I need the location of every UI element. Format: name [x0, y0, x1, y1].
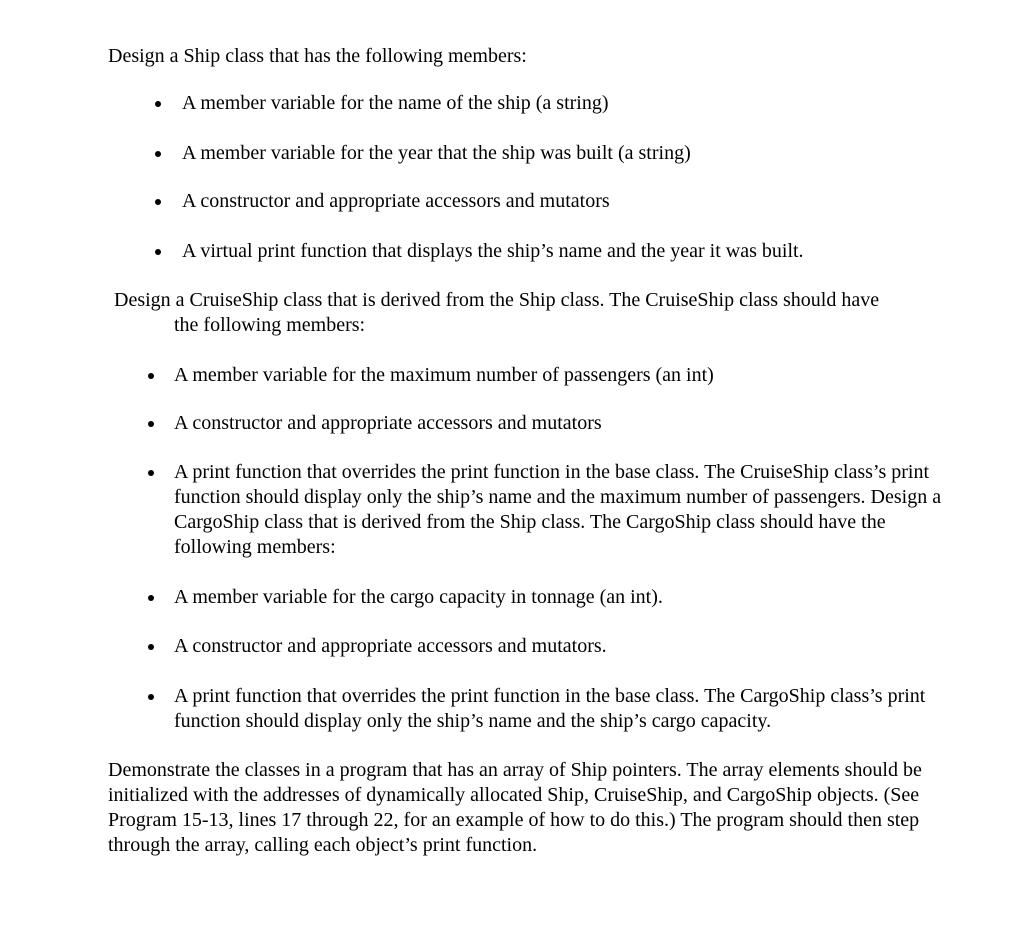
bullet-icon — [155, 151, 161, 157]
list-item: A member variable for the maximum number of passengers (an int) — [148, 363, 968, 388]
list-item: A member variable for the cargo capacity in tonnage (an int). — [148, 585, 968, 610]
bullet-icon — [148, 694, 154, 700]
demonstrate-paragraph: Demonstrate the classes in a program that has an array of Ship pointers. The array elements should be initialized with the addresses of dynamically allocated Ship, CruiseShip, and CargoShip objects. (See Program 15-13, lines 17 through 22, for an example of how to do this.) The program should then step through the array, calling each object’s print function. — [108, 759, 922, 856]
bullet-icon — [148, 421, 154, 427]
list-item: A print function that overrides the print function in the base class. The CruiseShip class’s print function should display only the ship’s name and the maximum number of passengers. Design a CargoShip class that is derived from the Ship class. The CargoShip class should have the following members: — [148, 460, 968, 560]
bullet-icon — [148, 644, 154, 650]
list-item: A virtual print function that displays the ship’s name and the year it was built. — [155, 239, 975, 264]
bullet-icon — [155, 199, 161, 205]
cruise-ship-intro: Design a CruiseShip class that is derived from the Ship class. The CruiseShip class should have the following members: — [114, 289, 880, 336]
bullet-icon — [148, 373, 154, 379]
list-item: A member variable for the name of the ship (a string) — [155, 91, 975, 116]
list-item: A constructor and appropriate accessors and mutators — [155, 189, 975, 214]
bullet-icon — [148, 470, 154, 476]
list-item: A constructor and appropriate accessors and mutators — [148, 411, 968, 436]
ship-class-intro: Design a Ship class that has the following members: — [108, 45, 527, 67]
list-item: A print function that overrides the print function in the base class. The CargoShip class’s print function should display only the ship’s name and the ship’s cargo capacity. — [148, 684, 968, 734]
bullet-icon — [155, 249, 161, 255]
bullet-icon — [148, 595, 154, 601]
bullet-icon — [155, 101, 161, 107]
list-item: A member variable for the year that the ship was built (a string) — [155, 141, 975, 166]
list-item: A constructor and appropriate accessors and mutators. — [148, 634, 968, 659]
